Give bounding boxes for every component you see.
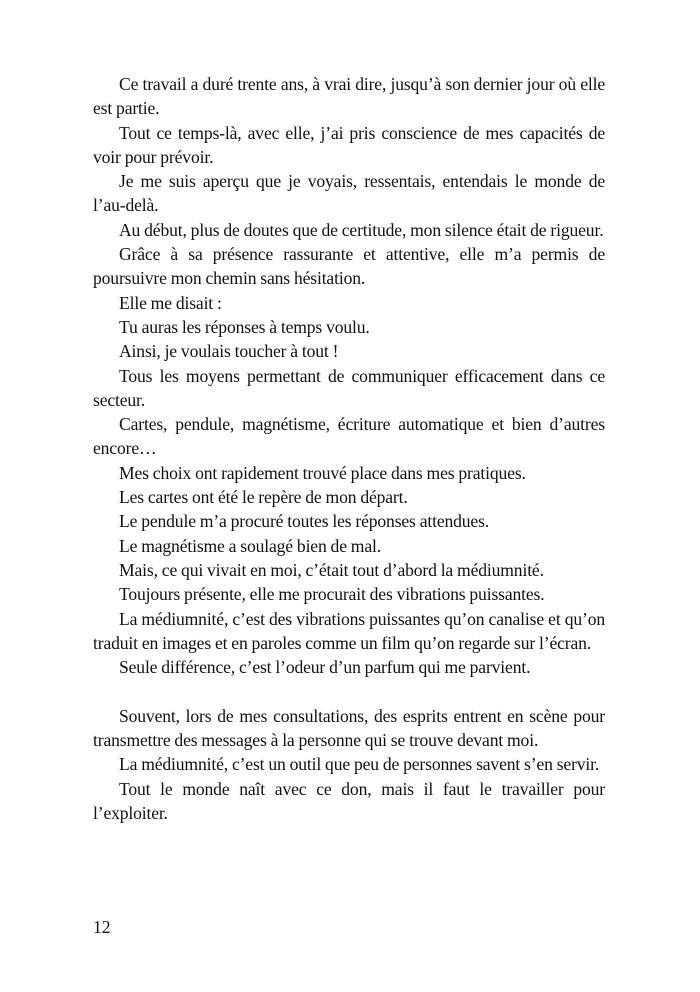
paragraph: Les cartes ont été le repère de mon départ.	[119, 487, 408, 508]
paragraph: Je me suis aperçu que je voyais, ressentais, entendais le monde de l’au-delà.	[93, 171, 605, 216]
paragraph: Grâce à sa présence rassurante et attentive, elle m’a permis de poursuivre mon chemin sans hésitation.	[93, 244, 605, 289]
paragraph: Seule différence, c’est l’odeur d’un parfum qui me parvient.	[119, 657, 531, 678]
paragraph: Tout ce temps-là, avec elle, j’ai pris conscience de mes capacités de voir pour prévoir.	[93, 122, 605, 167]
page-body	[93, 72, 605, 825]
paragraph: Elle me disait :	[119, 292, 222, 313]
paragraph: Souvent, lors de mes consultations, des esprits entrent en scène pour transmettre des messages à la personne qui se trouve devant moi.	[93, 705, 605, 751]
paragraph: Cartes, pendule, magnétisme, écriture automatique et bien d’autres encore…	[93, 414, 605, 459]
paragraph: Ainsi, je voulais toucher à tout !	[119, 341, 339, 362]
paragraph: Au début, plus de doutes que de certitude, mon silence était de rigueur.	[119, 219, 604, 240]
paragraph: Tous les moyens permettant de communiquer efficacement dans ce secteur.	[93, 365, 605, 410]
paragraph: La médiumnité, c’est des vibrations puissantes qu’on canalise et qu’on traduit en images et en paroles comme un film qu’on regarde sur l’écran.	[93, 608, 605, 653]
section-break	[93, 679, 605, 703]
paragraph: Tout le monde naît avec ce don, mais il faut le travailler pour l’exploiter.	[93, 778, 605, 823]
paragraph: La médiumnité, c’est un outil que peu de personnes savent s’en servir.	[119, 754, 600, 775]
paragraph: Le magnétisme a soulagé bien de mal.	[119, 535, 381, 556]
paragraph: Le pendule m’a procuré toutes les réponses attendues.	[119, 511, 490, 532]
paragraph: Tu auras les réponses à temps voulu.	[119, 316, 370, 337]
paragraph: Mes choix ont rapidement trouvé place dans mes pratiques.	[119, 462, 526, 483]
paragraph: Mais, ce qui vivait en moi, c’était tout d’abord la médiumnité.	[119, 559, 544, 580]
paragraph: Ce travail a duré trente ans, à vrai dire, jusqu’à son dernier jour où elle est partie.	[93, 74, 605, 119]
page-number: 12	[93, 917, 111, 937]
paragraph: Toujours présente, elle me procurait des vibrations puissantes.	[119, 584, 545, 605]
